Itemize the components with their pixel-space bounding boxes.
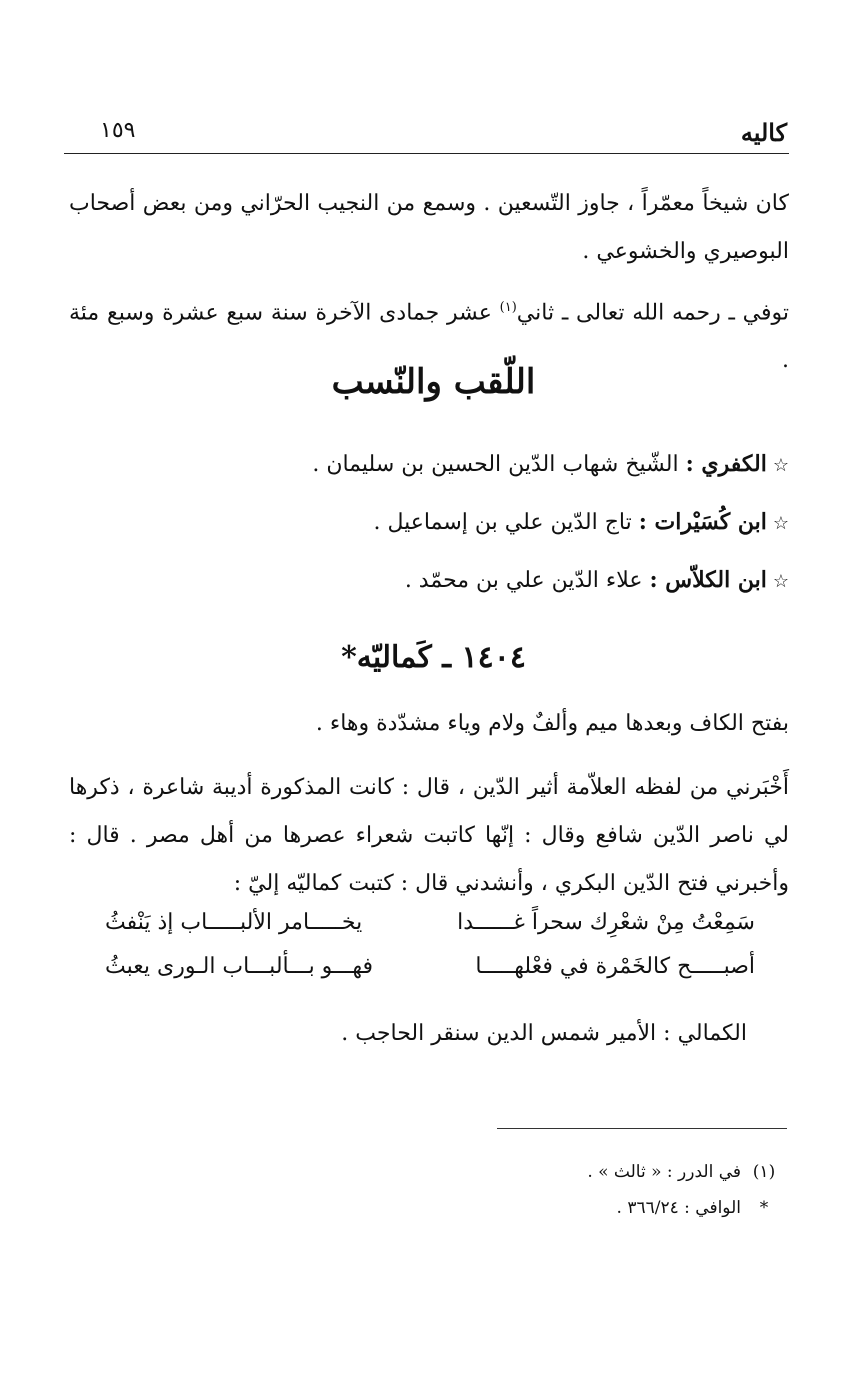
verse-hemistich: أصبـــــح كالخَمْرة في فعْلهـــــا — [475, 954, 755, 979]
star-icon: ☆ — [772, 513, 789, 534]
entry-text: علاء الدّين علي بن محمّد . — [404, 568, 643, 593]
footnote-mark: (١) — [752, 1162, 776, 1182]
death-text-end: عشر جمادى الآخرة سنة سبع عشرة وسبع مئة . — [69, 300, 789, 374]
paragraph-biography: كان شيخاً معمّراً ، جاوز التّسعين . وسمع من النجيب الحرّاني ومن بعض أصحاب البوصيري والخشوعي . — [69, 191, 789, 264]
entry-heading: ١٤٠٤ ـ كَماليّه* — [341, 640, 526, 675]
verse-hemistich: فهـــو بـــألبـــاب الـورى يعبثُ — [105, 954, 374, 979]
star-icon: ☆ — [772, 571, 789, 592]
footnote-mark: * — [759, 1198, 769, 1218]
footnote-text: في الدرر : « ثالث » . — [587, 1162, 741, 1182]
page-number: ١٥٩ — [100, 118, 136, 143]
section-heading: اللّقب والنّسب — [331, 362, 536, 402]
footnote-text: الوافي : ٣٦٦/٢٤ . — [616, 1198, 741, 1218]
footnote — [617, 1196, 787, 1220]
running-header-title: كاليه — [740, 118, 787, 147]
entry-name: ابن كُسَيْرات : — [638, 509, 767, 535]
paragraph-kamali: الكمالي : الأمير شمس الدين سنقر الحاجب . — [341, 1021, 747, 1046]
entry-text: الشّيخ شهاب الدّين الحسين بن سليمان . — [312, 452, 679, 477]
entry-name: ابن الكلاّس : — [649, 567, 767, 593]
star-icon: ☆ — [772, 455, 789, 476]
paragraph-spelling: بفتح الكاف وبعدها ميم وألفٌ ولام وياء مشدّدة وهاء . — [315, 711, 789, 736]
verse-line-2 — [105, 954, 755, 994]
entry-text: تاج الدّين علي بن إسماعيل . — [373, 510, 632, 535]
footnote — [587, 1160, 787, 1184]
list-item — [405, 562, 789, 600]
verse-line-1 — [105, 910, 755, 950]
list-item — [312, 446, 789, 484]
entry-name: الكفري : — [685, 451, 767, 477]
paragraph-narration: أَخْبَرني من لفظه العلاّمة أثير الدّين ، قال : كانت المذكورة أديبة شاعرة ، ذكرها لي ناصر الدّين شافع وقال : إنّها كاتبت شعراء عصرها من أهل مصر . قال : وأخبرني فتح الدّين البكري ، وأنشدني قال : كتبت كماليّه إليّ : — [69, 775, 789, 896]
verse-hemistich: يخـــــامر الألبـــــاب إذ يَنْفثُ — [105, 910, 363, 935]
death-text-start: توفي ـ رحمه الله تعالى ـ ثاني — [516, 300, 789, 326]
header-divider — [64, 153, 789, 154]
verse-hemistich: سَمِعْتُ مِنْ شعْرِك سحراً غــــــدا — [457, 910, 755, 935]
footnote-ref-1[interactable]: (١) — [499, 300, 517, 315]
footnote-divider — [497, 1128, 787, 1129]
list-item — [374, 504, 790, 542]
